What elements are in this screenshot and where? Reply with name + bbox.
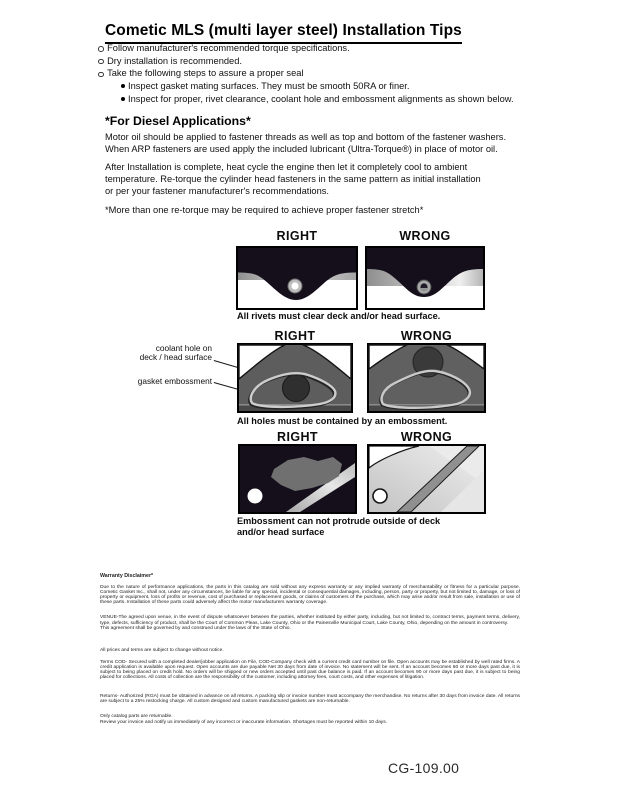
disclaimer-paragraph: VENUE-The agreed upon venue, in the event of dispute whatsoever between the parties, whether instituted by either party, including, but not limited to, contract terms, payment terms, delivery, type, defects, sufficiency of product, shall be the Court of Common Pleas, Lake County, Ohio or the Painesville Municipal Court, Lake County, Ohio, depending on the amount in controversy. — [100, 615, 520, 626]
diesel-section-heading: *For Diesel Applications* — [105, 114, 251, 128]
tip-text: Dry installation is recommended. — [107, 55, 242, 66]
tip-sub-item — [98, 80, 514, 93]
embossment-wrong-diagram — [367, 343, 486, 413]
rivet-right-diagram — [236, 246, 358, 310]
row1-caption: All rivets must clear deck and/or head surface. — [237, 311, 441, 321]
coolant-hole-label: coolant hole on deck / head surface — [139, 343, 212, 363]
row1-right-label: RIGHT — [276, 229, 318, 243]
row2-wrong-label: WRONG — [400, 329, 453, 343]
tip-item — [98, 42, 514, 55]
disclaimer-paragraph: Returns- Authorized (RGA) must be obtained in advance on all returns. A packing slip or invoice number must accompany the merchandise. No returns after 30 days from invoice date. All returns are subject to a 25% restocking charge. All custom designed and custom manufactured gaskets are non-returnable. — [100, 694, 520, 705]
gasket-embossment-label: gasket embossment — [137, 376, 212, 386]
disclaimer-paragraph: This agreement shall be governed by and construed under the laws of the State of Ohio. — [100, 625, 291, 631]
tip-text: Follow manufacturer's recommended torque specifications. — [107, 43, 350, 53]
row2-caption: All holes must be contained by an embossment. — [237, 416, 448, 426]
paragraph-line: After Installation is complete, heat cycle the engine then let it completely cool to ambient — [105, 162, 468, 172]
page-code: CG-109.00 — [388, 760, 460, 776]
row1-wrong-label: WRONG — [399, 229, 451, 243]
tip-text: Inspect for proper, rivet clearance, coolant hole and embossment alignments as shown below. — [128, 93, 514, 104]
tip-text: Take the following steps to assure a proper seal — [107, 68, 304, 79]
tip-item — [98, 67, 514, 80]
disclaimer-paragraph: All prices and terms are subject to change without notice. — [100, 647, 224, 653]
rivet-wrong-diagram — [365, 246, 485, 310]
warranty-disclaimer — [100, 574, 520, 725]
disclaimer-heading: Warranty Disclaimer* — [100, 573, 154, 579]
title-block — [105, 22, 462, 44]
embossment-right-diagram — [237, 343, 353, 413]
diesel-retorque-note: *More than one re-torque may be required to achieve proper fastener stretch* — [105, 205, 424, 215]
deck-edge-wrong-diagram — [367, 444, 486, 514]
diesel-paragraph-1 — [105, 131, 506, 155]
coolant-hole — [283, 375, 310, 402]
page-title: Cometic MLS (multi layer steel) Installation Tips — [105, 22, 462, 44]
paragraph-line: Motor oil should be applied to fastener threads as well as top and bottom of the fastener washers. — [105, 132, 507, 142]
row3-caption: Embossment can not protrude outside of deck and/or head surface — [237, 516, 441, 537]
paragraph-line: When ARP fasteners are used apply the included lubricant (Ultra-Torque®) in place of motor oil. — [105, 144, 498, 155]
disclaimer-paragraph: Terms COD- Secured with a completed dealer/jobber application on File, COD-Company check with a current credit card number on file. Open accounts may be established by well rated firms. A credit application is available upon request. Open accounts are due payable Net 30 days from date of invoice. No statement will be sent. If an account becomes 60 or more days past due, it is subject to being placed on credit hold. No orders will be shipped or new orders accepted until past due balance is paid. If an account becomes 90 or more days past due, it is subject to being placed for collections. All costs of collection are the responsibility of the customer, including attorney fees, court costs, and other expenses of litigation. — [100, 659, 520, 681]
solid-bullet-icon — [121, 84, 125, 88]
open-bullet-icon — [98, 59, 104, 65]
open-bullet-icon — [98, 46, 104, 52]
bolt-hole — [248, 489, 263, 504]
paragraph-line: temperature. Re-torque the cylinder head fasteners in the same pattern as initial installation — [105, 174, 481, 185]
row3-wrong-label: WRONG — [400, 430, 453, 444]
open-bullet-icon — [98, 72, 104, 78]
disclaimer-paragraph: Due to the nature of performance applications, the parts in this catalog are sold without any express warranty or any implied warranty of merchantability or fitness for a particular purpose. Cometic Gasket Inc., shall not, under any circumstances, be liable for any special, incidental or consequential damages, including, person, party or property, but not limited to, damage, or loss of property or equipment, loss of profits or revenue, cost of purchased or replacement goods, or claims of customers of the purchase, which may arise and/or result from sale, installation or use of these parts. Installation of these parts could adversely affect the motor manufacturers warranty coverage. — [100, 585, 520, 606]
tip-sub-item — [98, 93, 514, 106]
deck-edge-right-diagram — [238, 444, 357, 514]
row2-right-label: RIGHT — [274, 329, 316, 343]
tip-item — [98, 55, 514, 68]
installation-tips-list — [98, 42, 514, 106]
row3-right-label: RIGHT — [277, 430, 318, 444]
disclaimer-paragraph: Only catalog parts are returnable. — [100, 714, 173, 720]
solid-bullet-icon — [121, 97, 125, 101]
paragraph-line: or per your fastener manufacturer's recommendations. — [105, 186, 329, 197]
diesel-paragraph-2 — [105, 161, 481, 198]
disclaimer-paragraph: Review your invoice and notify us immediately of any incorrect or inaccurate information. Shortages must be reported within 10 days. — [100, 719, 388, 725]
tip-text: Inspect gasket mating surfaces. They must be smooth 50RA or finer. — [128, 81, 410, 92]
rivet-center — [291, 282, 298, 289]
bolt-hole — [373, 489, 387, 503]
